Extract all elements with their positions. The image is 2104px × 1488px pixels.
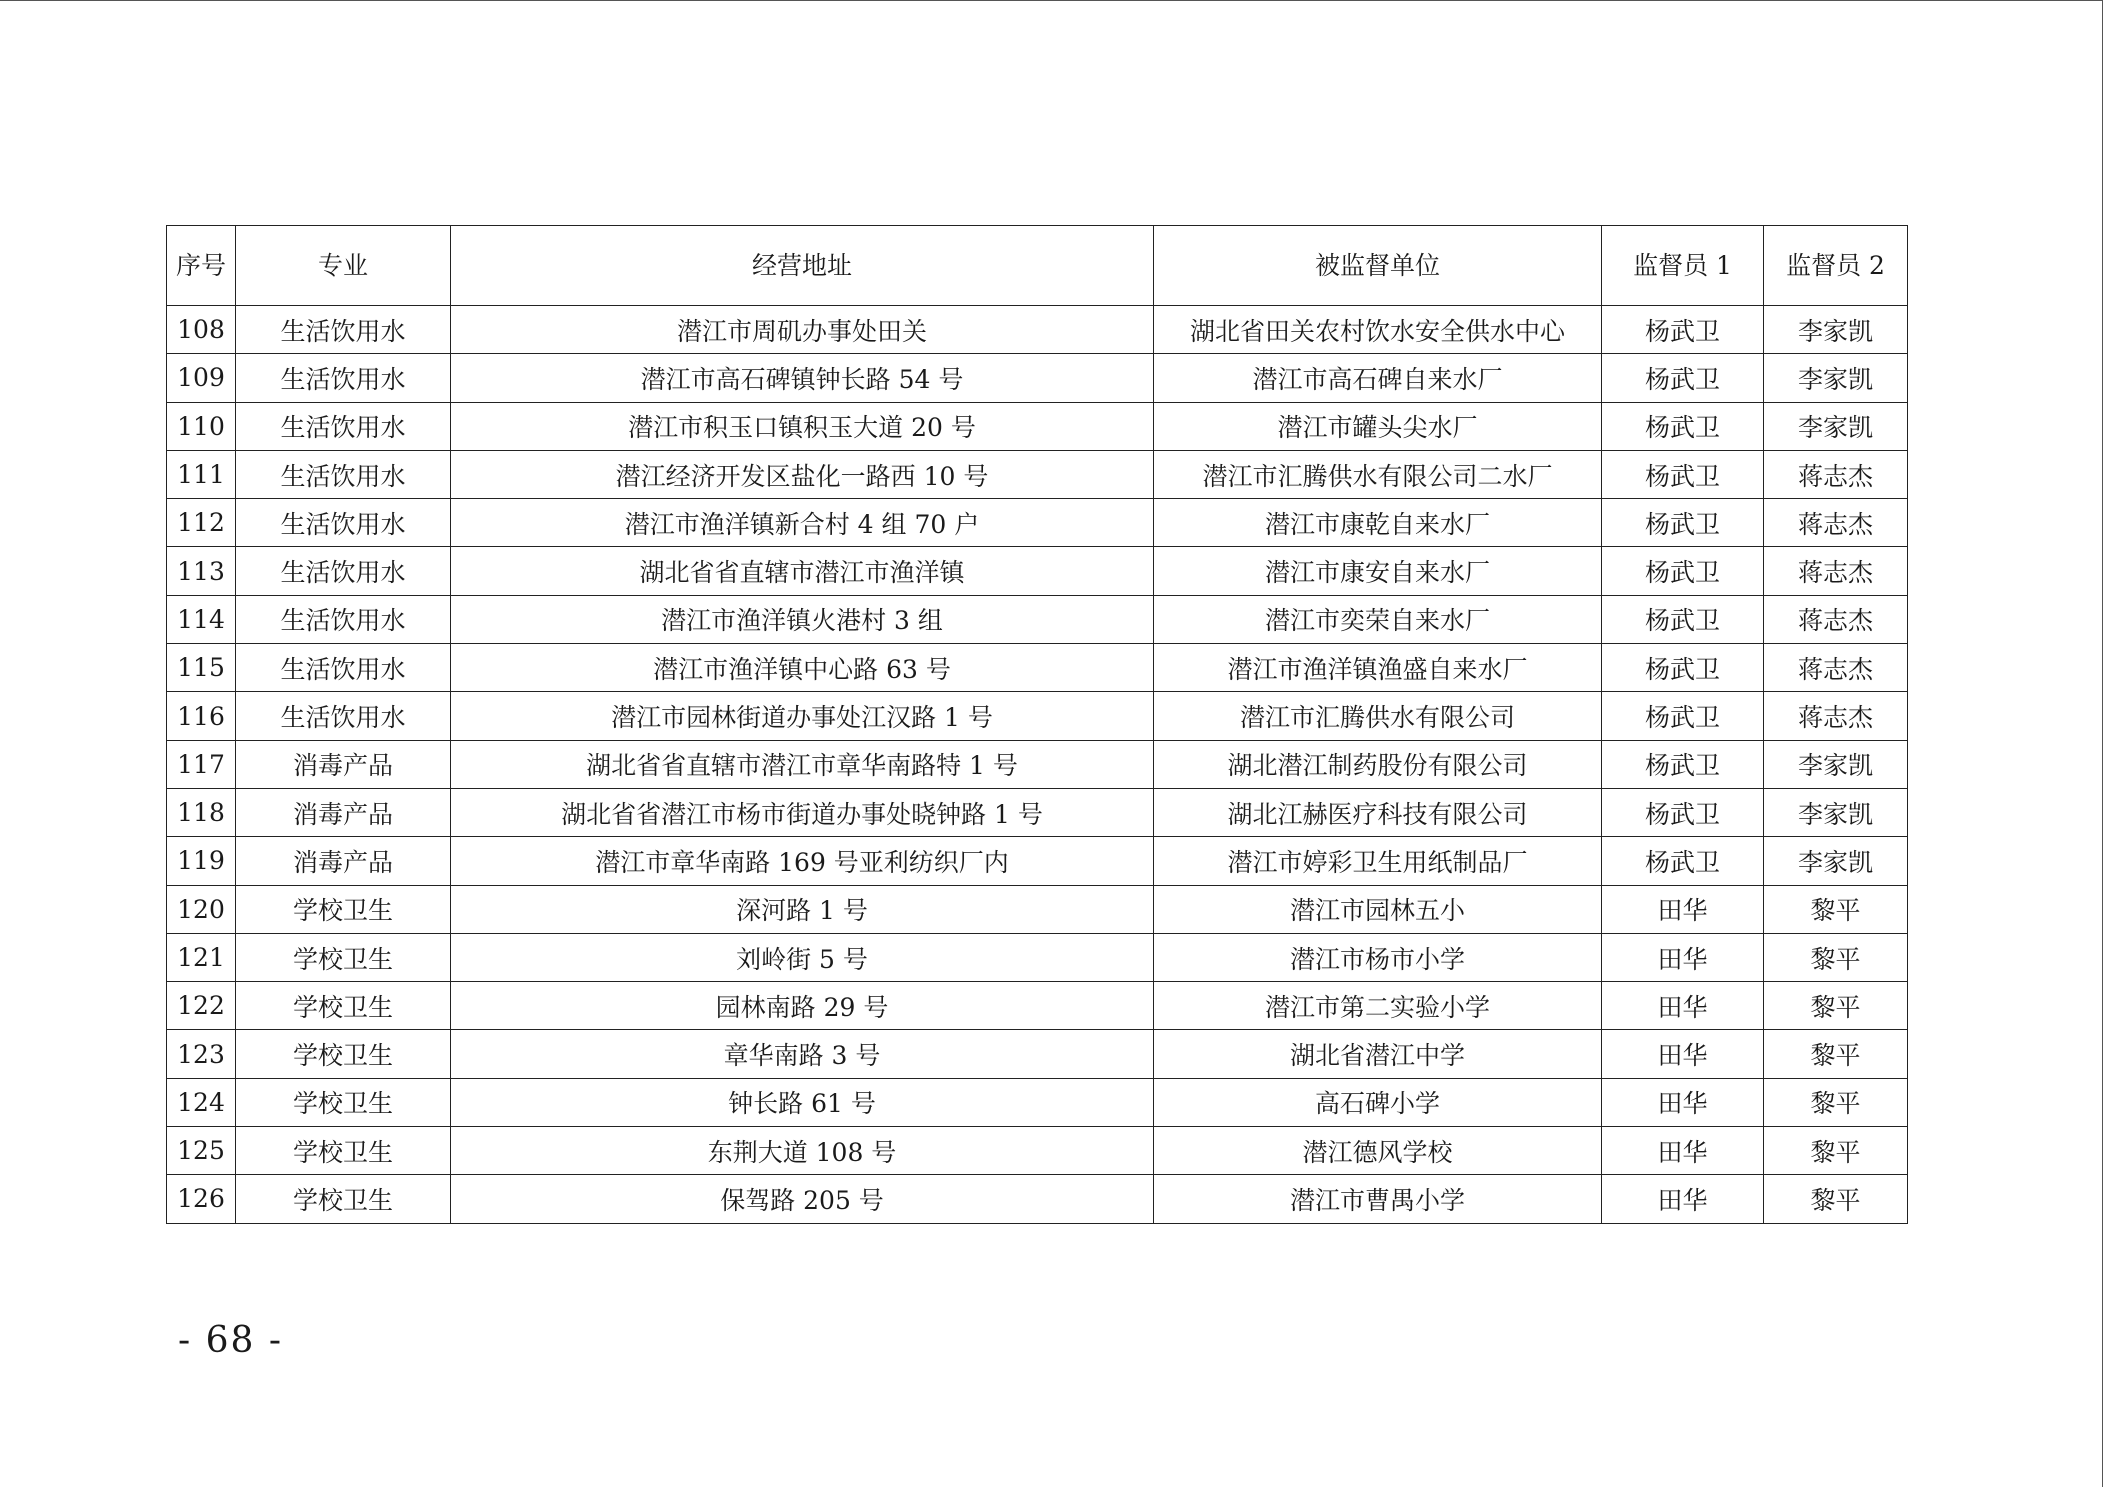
cell-unit: 潜江市曹禺小学 xyxy=(1154,1175,1602,1223)
cell-address: 园林南路 29 号 xyxy=(451,982,1154,1030)
cell-address: 潜江市渔洋镇新合村 4 组 70 户 xyxy=(451,499,1154,547)
cell-address: 湖北省省直辖市潜江市渔洋镇 xyxy=(451,547,1154,595)
cell-supervisor-2: 蒋志杰 xyxy=(1764,692,1908,740)
cell-supervisor-2: 黎平 xyxy=(1764,933,1908,981)
table-header xyxy=(167,226,1908,306)
cell-supervisor-1: 杨武卫 xyxy=(1602,547,1764,595)
cell-unit: 潜江德风学校 xyxy=(1154,1127,1602,1175)
table-row xyxy=(167,1175,1908,1223)
table-row xyxy=(167,354,1908,402)
cell-supervisor-1: 田华 xyxy=(1602,933,1764,981)
cell-supervisor-1: 杨武卫 xyxy=(1602,306,1764,354)
cell-supervisor-2: 李家凯 xyxy=(1764,306,1908,354)
cell-address: 湖北省省潜江市杨市街道办事处晓钟路 1 号 xyxy=(451,788,1154,836)
table-row xyxy=(167,933,1908,981)
cell-supervisor-2: 李家凯 xyxy=(1764,740,1908,788)
table-row xyxy=(167,788,1908,836)
page-number: - 68 - xyxy=(178,1320,284,1361)
cell-supervisor-1: 杨武卫 xyxy=(1602,740,1764,788)
table-row xyxy=(167,402,1908,450)
cell-supervisor-1: 杨武卫 xyxy=(1602,499,1764,547)
table-row xyxy=(167,547,1908,595)
table-row xyxy=(167,1030,1908,1078)
cell-address: 潜江市章华南路 169 号亚利纺织厂内 xyxy=(451,837,1154,885)
header-supervisor-1: 监督员 1 xyxy=(1602,226,1764,306)
table-row xyxy=(167,499,1908,547)
cell-seq: 109 xyxy=(167,354,236,402)
cell-unit: 湖北潜江制药股份有限公司 xyxy=(1154,740,1602,788)
cell-address: 潜江市高石碑镇钟长路 54 号 xyxy=(451,354,1154,402)
supervision-table xyxy=(166,225,1908,1224)
cell-major: 生活饮用水 xyxy=(236,692,451,740)
cell-supervisor-1: 杨武卫 xyxy=(1602,595,1764,643)
cell-address: 潜江市渔洋镇中心路 63 号 xyxy=(451,644,1154,692)
cell-supervisor-1: 杨武卫 xyxy=(1602,692,1764,740)
cell-address: 潜江市渔洋镇火港村 3 组 xyxy=(451,595,1154,643)
cell-unit: 潜江市杨市小学 xyxy=(1154,933,1602,981)
cell-major: 生活饮用水 xyxy=(236,547,451,595)
cell-major: 学校卫生 xyxy=(236,1030,451,1078)
table-row xyxy=(167,885,1908,933)
table-row xyxy=(167,982,1908,1030)
cell-seq: 124 xyxy=(167,1078,236,1126)
cell-unit: 潜江市园林五小 xyxy=(1154,885,1602,933)
table-row xyxy=(167,306,1908,354)
cell-unit: 潜江市奕荣自来水厂 xyxy=(1154,595,1602,643)
cell-unit: 潜江市罐头尖水厂 xyxy=(1154,402,1602,450)
header-unit: 被监督单位 xyxy=(1154,226,1602,306)
cell-supervisor-1: 田华 xyxy=(1602,1175,1764,1223)
table-row xyxy=(167,1127,1908,1175)
cell-unit: 高石碑小学 xyxy=(1154,1078,1602,1126)
cell-supervisor-1: 杨武卫 xyxy=(1602,788,1764,836)
cell-address: 潜江市积玉口镇积玉大道 20 号 xyxy=(451,402,1154,450)
cell-address: 湖北省省直辖市潜江市章华南路特 1 号 xyxy=(451,740,1154,788)
cell-seq: 108 xyxy=(167,306,236,354)
cell-major: 生活饮用水 xyxy=(236,595,451,643)
cell-seq: 115 xyxy=(167,644,236,692)
cell-major: 生活饮用水 xyxy=(236,354,451,402)
cell-unit: 潜江市康乾自来水厂 xyxy=(1154,499,1602,547)
cell-unit: 潜江市渔洋镇渔盛自来水厂 xyxy=(1154,644,1602,692)
cell-major: 学校卫生 xyxy=(236,1078,451,1126)
cell-supervisor-2: 蒋志杰 xyxy=(1764,450,1908,498)
cell-address: 潜江市周矶办事处田关 xyxy=(451,306,1154,354)
cell-major: 生活饮用水 xyxy=(236,306,451,354)
cell-seq: 120 xyxy=(167,885,236,933)
cell-major: 消毒产品 xyxy=(236,837,451,885)
header-seq: 序号 xyxy=(167,226,236,306)
cell-seq: 110 xyxy=(167,402,236,450)
cell-supervisor-2: 黎平 xyxy=(1764,1175,1908,1223)
cell-seq: 121 xyxy=(167,933,236,981)
table-row xyxy=(167,837,1908,885)
cell-address: 保驾路 205 号 xyxy=(451,1175,1154,1223)
table-row xyxy=(167,740,1908,788)
cell-seq: 126 xyxy=(167,1175,236,1223)
cell-address: 潜江经济开发区盐化一路西 10 号 xyxy=(451,450,1154,498)
cell-supervisor-1: 田华 xyxy=(1602,982,1764,1030)
cell-supervisor-1: 田华 xyxy=(1602,1078,1764,1126)
cell-seq: 111 xyxy=(167,450,236,498)
cell-supervisor-2: 蒋志杰 xyxy=(1764,499,1908,547)
cell-major: 生活饮用水 xyxy=(236,402,451,450)
cell-supervisor-1: 杨武卫 xyxy=(1602,354,1764,402)
cell-seq: 116 xyxy=(167,692,236,740)
cell-seq: 119 xyxy=(167,837,236,885)
cell-address: 章华南路 3 号 xyxy=(451,1030,1154,1078)
cell-seq: 114 xyxy=(167,595,236,643)
cell-unit: 湖北省潜江中学 xyxy=(1154,1030,1602,1078)
cell-supervisor-2: 黎平 xyxy=(1764,1078,1908,1126)
cell-supervisor-1: 杨武卫 xyxy=(1602,402,1764,450)
cell-unit: 潜江市第二实验小学 xyxy=(1154,982,1602,1030)
cell-supervisor-2: 李家凯 xyxy=(1764,788,1908,836)
table-row xyxy=(167,1078,1908,1126)
cell-supervisor-2: 蒋志杰 xyxy=(1764,644,1908,692)
cell-major: 学校卫生 xyxy=(236,982,451,1030)
header-major: 专业 xyxy=(236,226,451,306)
cell-address: 刘岭街 5 号 xyxy=(451,933,1154,981)
cell-major: 学校卫生 xyxy=(236,933,451,981)
cell-major: 生活饮用水 xyxy=(236,499,451,547)
cell-unit: 潜江市高石碑自来水厂 xyxy=(1154,354,1602,402)
cell-supervisor-1: 田华 xyxy=(1602,885,1764,933)
header-address: 经营地址 xyxy=(451,226,1154,306)
cell-seq: 123 xyxy=(167,1030,236,1078)
cell-major: 消毒产品 xyxy=(236,788,451,836)
cell-supervisor-1: 杨武卫 xyxy=(1602,644,1764,692)
table-row xyxy=(167,692,1908,740)
cell-address: 潜江市园林街道办事处江汉路 1 号 xyxy=(451,692,1154,740)
cell-major: 生活饮用水 xyxy=(236,644,451,692)
cell-unit: 潜江市康安自来水厂 xyxy=(1154,547,1602,595)
table-body xyxy=(167,306,1908,1224)
cell-major: 学校卫生 xyxy=(236,1175,451,1223)
cell-supervisor-1: 田华 xyxy=(1602,1127,1764,1175)
cell-address: 钟长路 61 号 xyxy=(451,1078,1154,1126)
cell-supervisor-2: 黎平 xyxy=(1764,885,1908,933)
table-row xyxy=(167,644,1908,692)
table-row xyxy=(167,450,1908,498)
cell-supervisor-2: 李家凯 xyxy=(1764,402,1908,450)
cell-unit: 潜江市汇腾供水有限公司 xyxy=(1154,692,1602,740)
cell-supervisor-2: 李家凯 xyxy=(1764,354,1908,402)
cell-unit: 潜江市婷彩卫生用纸制品厂 xyxy=(1154,837,1602,885)
cell-supervisor-2: 蒋志杰 xyxy=(1764,547,1908,595)
cell-supervisor-1: 杨武卫 xyxy=(1602,450,1764,498)
cell-seq: 117 xyxy=(167,740,236,788)
cell-major: 生活饮用水 xyxy=(236,450,451,498)
header-row xyxy=(167,226,1908,306)
cell-supervisor-1: 田华 xyxy=(1602,1030,1764,1078)
cell-supervisor-2: 黎平 xyxy=(1764,1127,1908,1175)
cell-address: 东荆大道 108 号 xyxy=(451,1127,1154,1175)
cell-supervisor-2: 蒋志杰 xyxy=(1764,595,1908,643)
cell-supervisor-2: 李家凯 xyxy=(1764,837,1908,885)
cell-supervisor-2: 黎平 xyxy=(1764,1030,1908,1078)
cell-unit: 潜江市汇腾供水有限公司二水厂 xyxy=(1154,450,1602,498)
cell-seq: 125 xyxy=(167,1127,236,1175)
cell-major: 学校卫生 xyxy=(236,1127,451,1175)
table-row xyxy=(167,595,1908,643)
cell-seq: 118 xyxy=(167,788,236,836)
cell-major: 学校卫生 xyxy=(236,885,451,933)
cell-seq: 122 xyxy=(167,982,236,1030)
cell-supervisor-2: 黎平 xyxy=(1764,982,1908,1030)
cell-unit: 湖北省田关农村饮水安全供水中心 xyxy=(1154,306,1602,354)
cell-address: 深河路 1 号 xyxy=(451,885,1154,933)
cell-unit: 湖北江赫医疗科技有限公司 xyxy=(1154,788,1602,836)
cell-major: 消毒产品 xyxy=(236,740,451,788)
cell-seq: 112 xyxy=(167,499,236,547)
cell-seq: 113 xyxy=(167,547,236,595)
header-supervisor-2: 监督员 2 xyxy=(1764,226,1908,306)
cell-supervisor-1: 杨武卫 xyxy=(1602,837,1764,885)
